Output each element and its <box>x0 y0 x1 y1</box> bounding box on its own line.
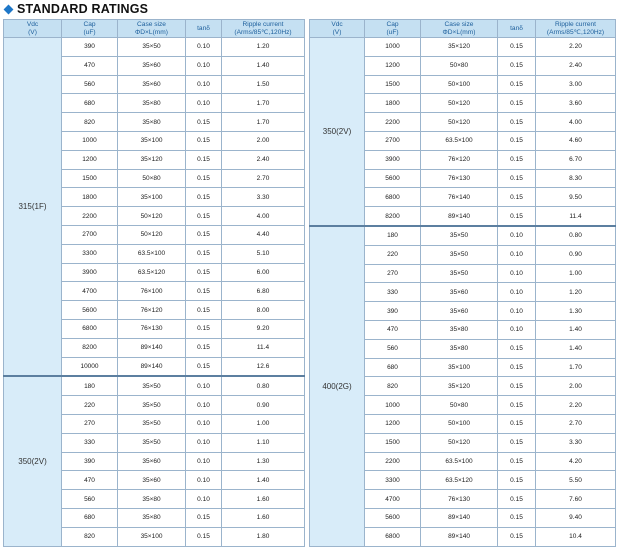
tan-cell: 0.10 <box>498 245 536 264</box>
tan-cell: 0.15 <box>498 358 536 377</box>
cap-cell: 5600 <box>365 508 421 527</box>
tan-cell: 0.15 <box>498 471 536 490</box>
header-cap: Cap (uF) <box>62 20 118 38</box>
tan-cell: 0.15 <box>186 150 222 169</box>
ripple-cell: 11.4 <box>222 338 305 357</box>
cap-cell: 560 <box>62 490 118 509</box>
ripple-cell: 11.4 <box>536 207 616 226</box>
table-row <box>310 38 616 57</box>
ripple-cell: 1.20 <box>222 38 305 57</box>
case-size-cell: 35×50 <box>118 376 186 395</box>
ripple-cell: 1.60 <box>222 490 305 509</box>
tan-cell: 0.15 <box>186 207 222 226</box>
tan-cell: 0.15 <box>498 38 536 57</box>
cap-cell: 680 <box>365 358 421 377</box>
header-tan: tanδ <box>186 20 222 38</box>
ripple-cell: 9.50 <box>536 188 616 207</box>
cap-cell: 180 <box>365 226 421 245</box>
cap-cell: 560 <box>62 75 118 94</box>
cap-cell: 180 <box>62 376 118 395</box>
cap-cell: 390 <box>62 452 118 471</box>
table-row <box>310 226 616 245</box>
case-size-cell: 35×50 <box>118 433 186 452</box>
cap-cell: 270 <box>62 414 118 433</box>
ripple-cell: 3.30 <box>222 188 305 207</box>
header-tan: tanδ <box>498 20 536 38</box>
cap-cell: 3900 <box>365 150 421 169</box>
cap-cell: 6800 <box>365 188 421 207</box>
tan-cell: 0.15 <box>498 377 536 396</box>
ripple-cell: 9.20 <box>222 319 305 338</box>
case-size-cell: 35×50 <box>421 264 498 283</box>
tan-cell: 0.15 <box>498 207 536 226</box>
case-size-cell: 35×100 <box>421 358 498 377</box>
tan-cell: 0.15 <box>498 113 536 132</box>
tan-cell: 0.10 <box>186 75 222 94</box>
case-size-cell: 50×100 <box>421 75 498 94</box>
case-size-cell: 35×80 <box>421 339 498 358</box>
ripple-cell: 0.90 <box>536 245 616 264</box>
tan-cell: 0.15 <box>498 150 536 169</box>
tan-cell: 0.10 <box>498 302 536 321</box>
tan-cell: 0.15 <box>498 527 536 546</box>
cap-cell: 6800 <box>62 319 118 338</box>
tan-cell: 0.10 <box>498 283 536 302</box>
tan-cell: 0.10 <box>186 56 222 75</box>
page-title-text: STANDARD RATINGS <box>17 2 149 16</box>
header-case-size: Case size ΦD×L(mm) <box>421 20 498 38</box>
tan-cell: 0.15 <box>498 131 536 150</box>
cap-cell: 6800 <box>365 527 421 546</box>
tan-cell: 0.10 <box>186 433 222 452</box>
case-size-cell: 35×50 <box>118 38 186 57</box>
cap-cell: 1500 <box>365 75 421 94</box>
case-size-cell: 76×120 <box>118 301 186 320</box>
ripple-cell: 1.80 <box>222 527 305 546</box>
table-header <box>4 20 305 38</box>
cap-cell: 1200 <box>62 150 118 169</box>
case-size-cell: 35×100 <box>118 188 186 207</box>
ripple-cell: 2.20 <box>536 396 616 415</box>
case-size-cell: 50×120 <box>421 113 498 132</box>
ripple-cell: 2.00 <box>222 131 305 150</box>
ripple-cell: 1.40 <box>222 471 305 490</box>
tan-cell: 0.10 <box>186 490 222 509</box>
ripple-cell: 4.20 <box>536 452 616 471</box>
cap-cell: 5600 <box>365 169 421 188</box>
tan-cell: 0.10 <box>186 471 222 490</box>
cap-cell: 3300 <box>365 471 421 490</box>
ripple-cell: 3.00 <box>536 75 616 94</box>
cap-cell: 1800 <box>365 94 421 113</box>
cap-cell: 1200 <box>365 414 421 433</box>
tan-cell: 0.10 <box>186 94 222 113</box>
table-row <box>4 38 305 57</box>
cap-cell: 330 <box>62 433 118 452</box>
cap-cell: 1000 <box>365 38 421 57</box>
cap-cell: 2700 <box>365 131 421 150</box>
case-size-cell: 50×80 <box>118 169 186 188</box>
header-ripple: Ripple current (Arms/85℃,120Hz) <box>536 20 616 38</box>
ratings-table-left <box>3 19 305 547</box>
tan-cell: 0.15 <box>498 339 536 358</box>
cap-cell: 2200 <box>62 207 118 226</box>
tan-cell: 0.10 <box>498 264 536 283</box>
case-size-cell: 35×80 <box>118 490 186 509</box>
case-size-cell: 76×130 <box>421 169 498 188</box>
ripple-cell: 1.10 <box>222 433 305 452</box>
ripple-cell: 0.90 <box>222 396 305 415</box>
tan-cell: 0.15 <box>186 188 222 207</box>
case-size-cell: 76×130 <box>421 490 498 509</box>
tan-cell: 0.15 <box>186 338 222 357</box>
cap-cell: 2700 <box>62 225 118 244</box>
table-body-right <box>310 38 616 547</box>
cap-cell: 820 <box>365 377 421 396</box>
tan-cell: 0.15 <box>498 414 536 433</box>
ripple-cell: 8.00 <box>222 301 305 320</box>
case-size-cell: 63.5×100 <box>421 131 498 150</box>
ripple-cell: 2.40 <box>222 150 305 169</box>
ripple-cell: 6.80 <box>222 282 305 301</box>
tan-cell: 0.15 <box>186 169 222 188</box>
ripple-cell: 1.20 <box>536 283 616 302</box>
case-size-cell: 50×120 <box>421 94 498 113</box>
header-vdc: Vdc (V) <box>4 20 62 38</box>
ripple-cell: 6.70 <box>536 150 616 169</box>
ripple-cell: 1.30 <box>536 302 616 321</box>
tan-cell: 0.15 <box>498 169 536 188</box>
ripple-cell: 2.70 <box>536 414 616 433</box>
tan-cell: 0.10 <box>498 226 536 245</box>
case-size-cell: 35×60 <box>118 452 186 471</box>
ripple-cell: 1.70 <box>222 94 305 113</box>
cap-cell: 8200 <box>365 207 421 226</box>
case-size-cell: 35×50 <box>421 245 498 264</box>
case-size-cell: 50×100 <box>421 414 498 433</box>
table-body-left <box>4 38 305 547</box>
tan-cell: 0.15 <box>186 244 222 263</box>
case-size-cell: 63.5×100 <box>421 452 498 471</box>
case-size-cell: 76×140 <box>421 188 498 207</box>
case-size-cell: 89×140 <box>421 508 498 527</box>
tan-cell: 0.15 <box>498 94 536 113</box>
case-size-cell: 50×80 <box>421 56 498 75</box>
ripple-cell: 1.50 <box>222 75 305 94</box>
case-size-cell: 35×80 <box>118 113 186 132</box>
tan-cell: 0.10 <box>498 320 536 339</box>
cap-cell: 5600 <box>62 301 118 320</box>
tan-cell: 0.15 <box>498 433 536 452</box>
ripple-cell: 2.70 <box>222 169 305 188</box>
tan-cell: 0.15 <box>498 188 536 207</box>
case-size-cell: 35×80 <box>421 320 498 339</box>
case-size-cell: 76×100 <box>118 282 186 301</box>
case-size-cell: 35×60 <box>118 56 186 75</box>
ripple-cell: 9.40 <box>536 508 616 527</box>
cap-cell: 1200 <box>365 56 421 75</box>
cap-cell: 330 <box>365 283 421 302</box>
ripple-cell: 6.00 <box>222 263 305 282</box>
tan-cell: 0.15 <box>498 396 536 415</box>
case-size-cell: 35×60 <box>118 471 186 490</box>
cap-cell: 220 <box>62 396 118 415</box>
case-size-cell: 63.5×120 <box>118 263 186 282</box>
ripple-cell: 2.40 <box>536 56 616 75</box>
tan-cell: 0.15 <box>186 301 222 320</box>
ripple-cell: 1.40 <box>536 320 616 339</box>
cap-cell: 4700 <box>365 490 421 509</box>
cap-cell: 390 <box>365 302 421 321</box>
header-cap: Cap (uF) <box>365 20 421 38</box>
diamond-bullet-icon <box>4 4 14 14</box>
case-size-cell: 35×50 <box>118 414 186 433</box>
ripple-cell: 1.70 <box>536 358 616 377</box>
tan-cell: 0.15 <box>498 490 536 509</box>
ratings-table-right <box>309 19 616 547</box>
vdc-group-cell: 315(1F) <box>4 38 62 377</box>
case-size-cell: 35×80 <box>118 508 186 527</box>
cap-cell: 1000 <box>62 131 118 150</box>
tan-cell: 0.10 <box>186 376 222 395</box>
ripple-cell: 0.80 <box>536 226 616 245</box>
case-size-cell: 35×50 <box>421 226 498 245</box>
tan-cell: 0.15 <box>498 75 536 94</box>
ripple-cell: 5.10 <box>222 244 305 263</box>
cap-cell: 1000 <box>365 396 421 415</box>
ripple-cell: 4.00 <box>536 113 616 132</box>
cap-cell: 1800 <box>62 188 118 207</box>
case-size-cell: 35×120 <box>421 377 498 396</box>
ripple-cell: 3.30 <box>536 433 616 452</box>
cap-cell: 560 <box>365 339 421 358</box>
cap-cell: 1500 <box>365 433 421 452</box>
cap-cell: 820 <box>62 527 118 546</box>
header-vdc: Vdc (V) <box>310 20 365 38</box>
tan-cell: 0.15 <box>186 527 222 546</box>
cap-cell: 1500 <box>62 169 118 188</box>
cap-cell: 10000 <box>62 357 118 376</box>
case-size-cell: 35×50 <box>118 396 186 415</box>
ripple-cell: 1.40 <box>536 339 616 358</box>
tan-cell: 0.15 <box>186 319 222 338</box>
tan-cell: 0.15 <box>498 508 536 527</box>
case-size-cell: 35×80 <box>118 94 186 113</box>
ripple-cell: 2.20 <box>536 38 616 57</box>
case-size-cell: 89×140 <box>118 357 186 376</box>
cap-cell: 470 <box>62 471 118 490</box>
ripple-cell: 7.60 <box>536 490 616 509</box>
case-size-cell: 35×120 <box>118 150 186 169</box>
vdc-group-cell: 350(2V) <box>310 38 365 226</box>
tan-cell: 0.10 <box>186 452 222 471</box>
case-size-cell: 35×60 <box>118 75 186 94</box>
case-size-cell: 35×60 <box>421 302 498 321</box>
tan-cell: 0.15 <box>186 282 222 301</box>
ripple-cell: 10.4 <box>536 527 616 546</box>
tan-cell: 0.15 <box>186 225 222 244</box>
cap-cell: 2200 <box>365 113 421 132</box>
tan-cell: 0.15 <box>186 131 222 150</box>
ripple-cell: 4.00 <box>222 207 305 226</box>
ripple-cell: 4.60 <box>536 131 616 150</box>
case-size-cell: 76×130 <box>118 319 186 338</box>
case-size-cell: 76×120 <box>421 150 498 169</box>
cap-cell: 470 <box>365 320 421 339</box>
table-header <box>310 20 616 38</box>
cap-cell: 820 <box>62 113 118 132</box>
case-size-cell: 35×100 <box>118 131 186 150</box>
case-size-cell: 35×120 <box>421 38 498 57</box>
tan-cell: 0.10 <box>186 396 222 415</box>
cap-cell: 390 <box>62 38 118 57</box>
ripple-cell: 1.60 <box>222 508 305 527</box>
cap-cell: 470 <box>62 56 118 75</box>
tan-cell: 0.15 <box>498 56 536 75</box>
case-size-cell: 35×100 <box>118 527 186 546</box>
table-row <box>4 376 305 395</box>
cap-cell: 680 <box>62 94 118 113</box>
case-size-cell: 50×120 <box>421 433 498 452</box>
page-title <box>3 1 148 17</box>
tan-cell: 0.15 <box>186 508 222 527</box>
ripple-cell: 3.60 <box>536 94 616 113</box>
ripple-cell: 1.00 <box>222 414 305 433</box>
header-ripple: Ripple current (Arms/85℃,120Hz) <box>222 20 305 38</box>
case-size-cell: 89×140 <box>118 338 186 357</box>
case-size-cell: 63.5×120 <box>421 471 498 490</box>
cap-cell: 8200 <box>62 338 118 357</box>
case-size-cell: 35×60 <box>421 283 498 302</box>
case-size-cell: 89×140 <box>421 207 498 226</box>
tan-cell: 0.15 <box>186 357 222 376</box>
ripple-cell: 1.70 <box>222 113 305 132</box>
case-size-cell: 50×120 <box>118 225 186 244</box>
ripple-cell: 1.30 <box>222 452 305 471</box>
ripple-cell: 4.40 <box>222 225 305 244</box>
case-size-cell: 50×120 <box>118 207 186 226</box>
case-size-cell: 63.5×100 <box>118 244 186 263</box>
vdc-group-cell: 350(2V) <box>4 376 62 546</box>
header-case-size: Case size ΦD×L(mm) <box>118 20 186 38</box>
tan-cell: 0.15 <box>498 452 536 471</box>
ripple-cell: 0.80 <box>222 376 305 395</box>
ripple-cell: 2.00 <box>536 377 616 396</box>
tan-cell: 0.10 <box>186 38 222 57</box>
cap-cell: 680 <box>62 508 118 527</box>
ripple-cell: 12.6 <box>222 357 305 376</box>
cap-cell: 220 <box>365 245 421 264</box>
tan-cell: 0.15 <box>186 263 222 282</box>
cap-cell: 3900 <box>62 263 118 282</box>
cap-cell: 3300 <box>62 244 118 263</box>
cap-cell: 4700 <box>62 282 118 301</box>
ripple-cell: 5.50 <box>536 471 616 490</box>
cap-cell: 2200 <box>365 452 421 471</box>
ripple-cell: 8.30 <box>536 169 616 188</box>
ripple-cell: 1.00 <box>536 264 616 283</box>
ripple-cell: 1.40 <box>222 56 305 75</box>
vdc-group-cell: 400(2G) <box>310 226 365 546</box>
cap-cell: 270 <box>365 264 421 283</box>
tan-cell: 0.10 <box>186 414 222 433</box>
tan-cell: 0.15 <box>186 113 222 132</box>
case-size-cell: 50×80 <box>421 396 498 415</box>
case-size-cell: 89×140 <box>421 527 498 546</box>
